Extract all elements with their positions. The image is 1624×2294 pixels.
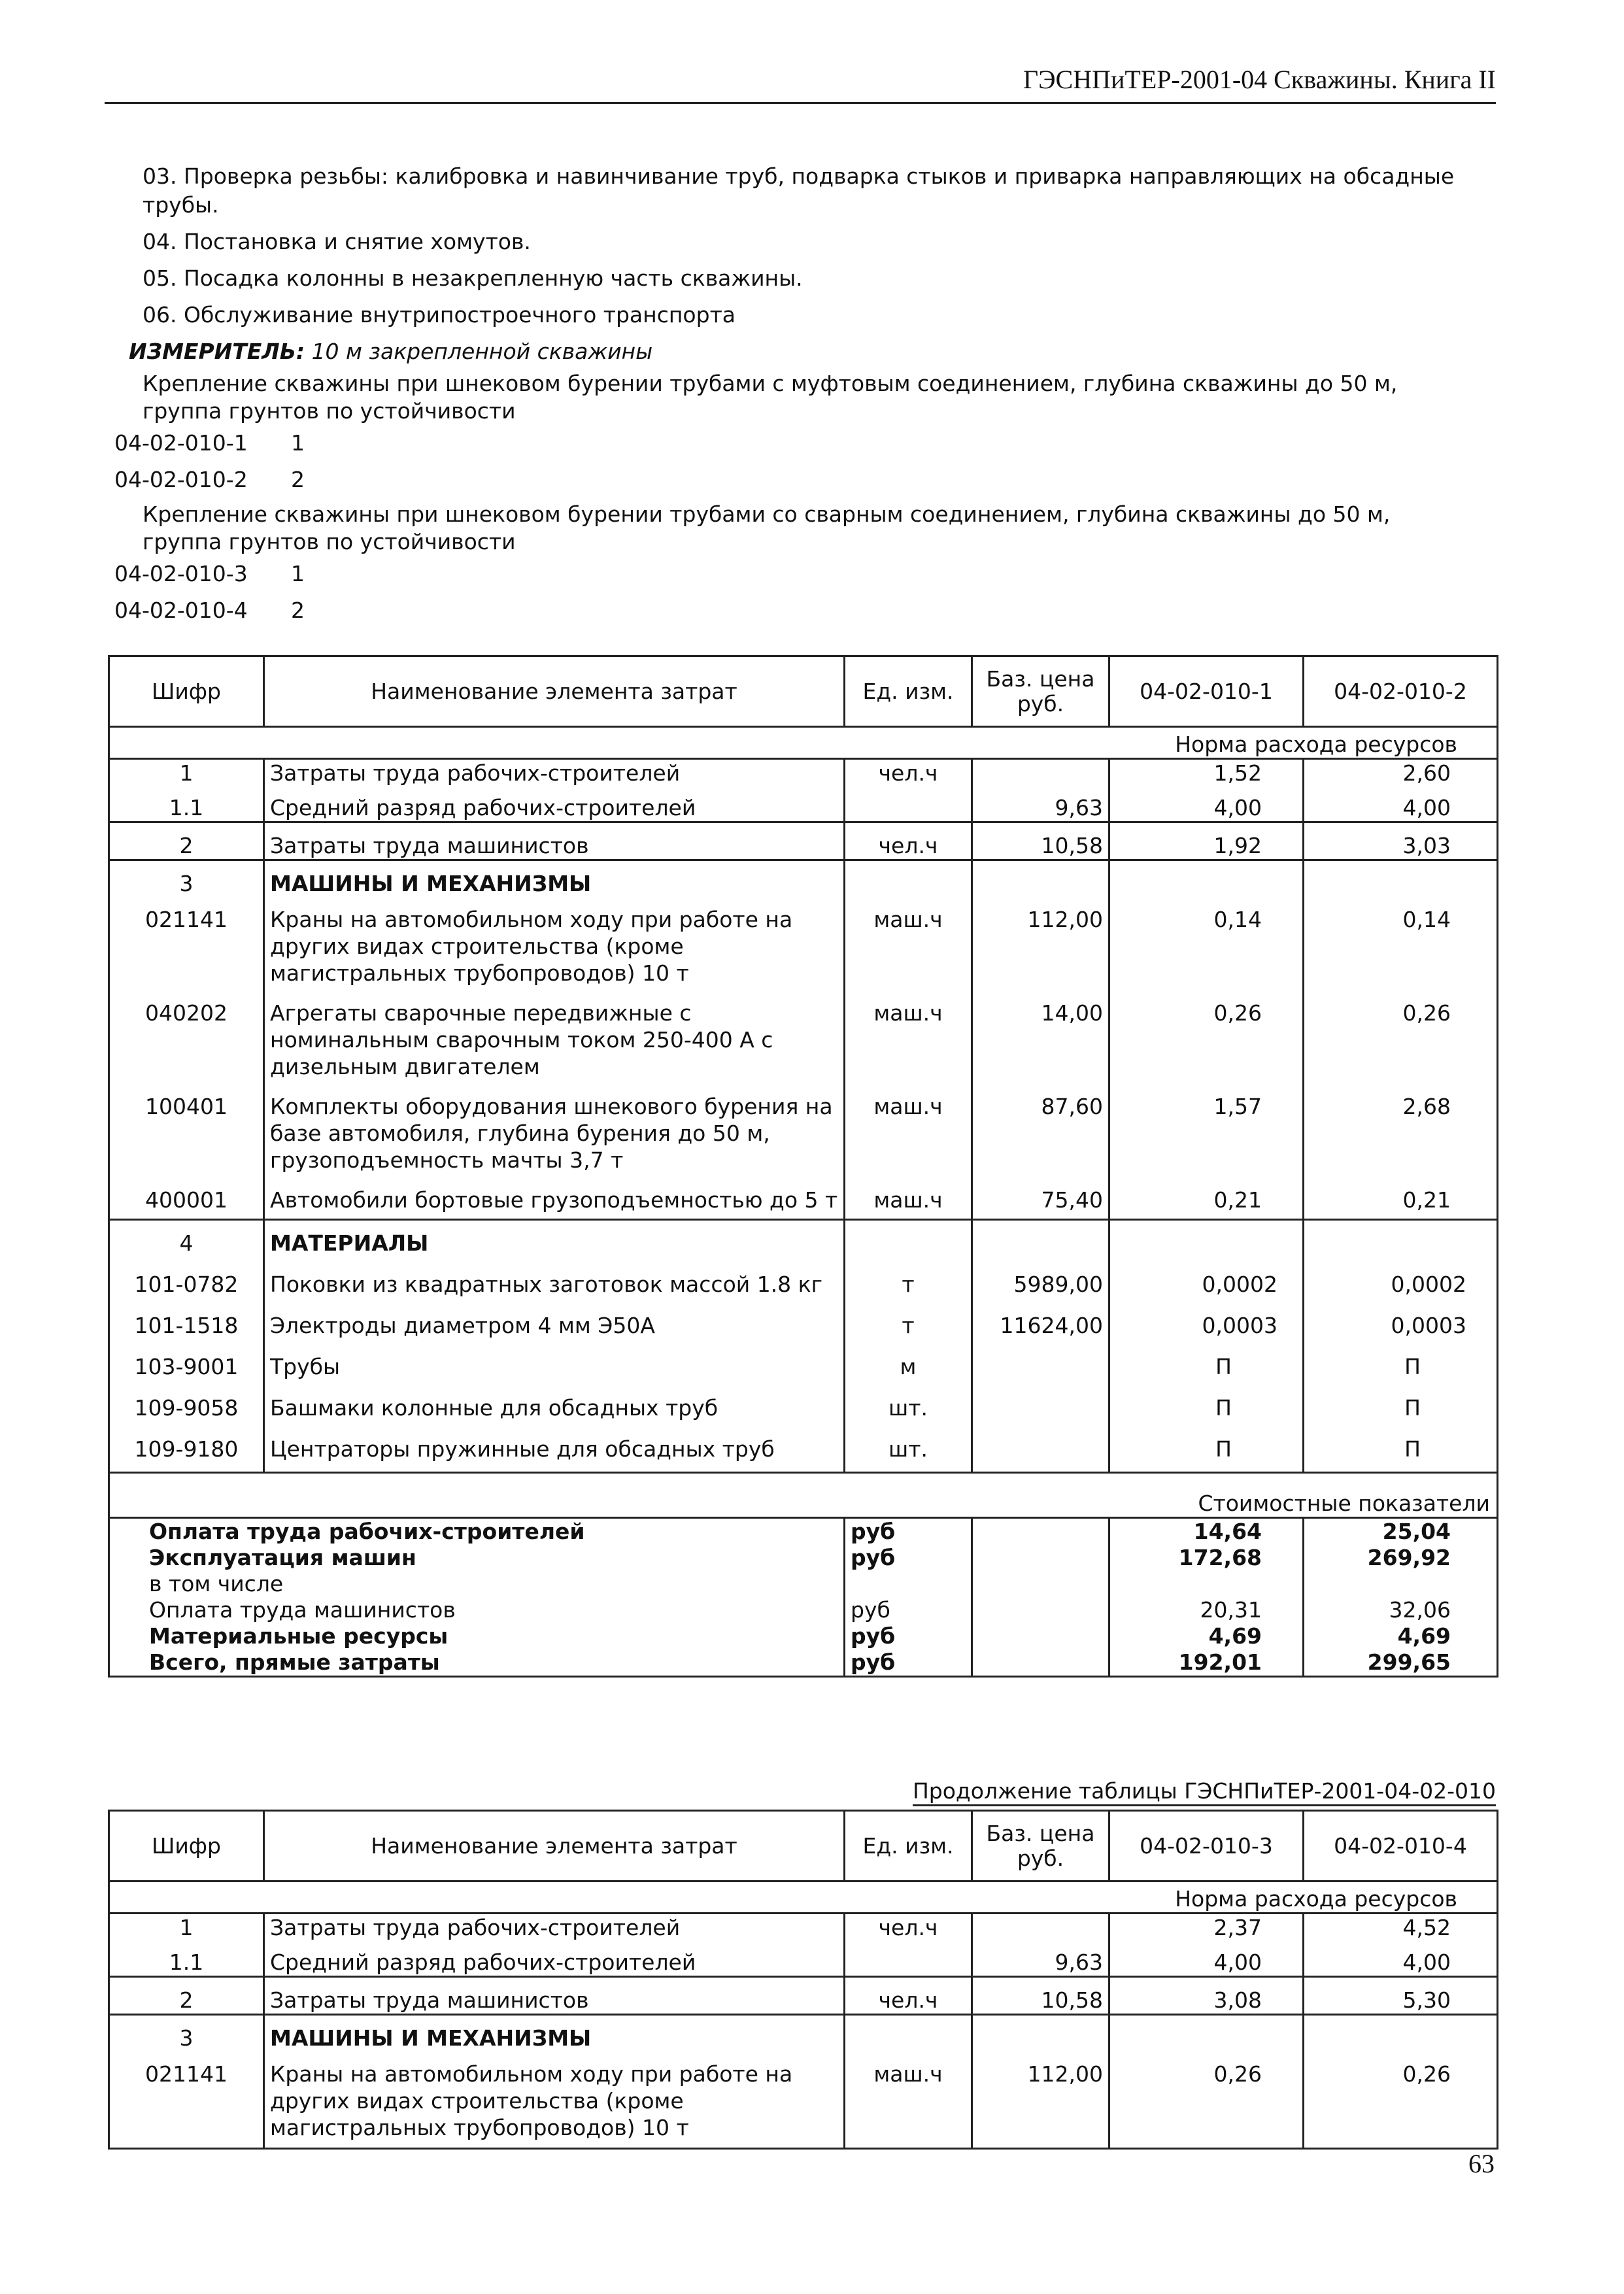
resource-table-1 — [108, 655, 1498, 1678]
row-name: Башмаки колонные для обсадных труб — [264, 1380, 845, 1421]
table-row — [109, 1257, 1498, 1298]
row-code: 3 — [109, 860, 264, 898]
row-code: 3 — [109, 2015, 264, 2052]
row-unit: чел.ч — [845, 1977, 972, 2015]
row-name: Краны на автомобильном ходу при работе на других видах строительства (кроме магистральных трубопроводов) 10 т — [264, 2051, 845, 2149]
measure-value: 10 м закрепленной скважины — [311, 339, 653, 364]
row-name: Центраторы пружинные для обсадных труб — [264, 1421, 845, 1473]
section-title: МАТЕРИАЛЫ — [264, 1220, 845, 1257]
cost-row — [109, 1649, 1498, 1677]
norm-caption: Норма расхода ресурсов — [109, 1881, 1498, 1914]
row-price: 9,63 — [972, 786, 1109, 822]
row-value-2: 4,00 — [1304, 1941, 1498, 1977]
row-value-2: 0,0002 — [1304, 1257, 1498, 1298]
group-level: 1 — [291, 430, 305, 456]
cost-unit: руб — [845, 1518, 972, 1545]
row-value-1: П — [1109, 1421, 1304, 1473]
row-value-2: 0,21 — [1304, 1173, 1498, 1220]
row-value-1: 1,52 — [1109, 759, 1304, 787]
work-item-06: 06. Обслуживание внутрипостроечного транспорта — [143, 302, 736, 328]
row-unit: чел.ч — [878, 1915, 938, 1940]
table-row — [109, 1380, 1498, 1421]
group-code: 04-02-010-3 — [114, 561, 248, 586]
header-price: Баз. цена руб. — [972, 1811, 1109, 1881]
header-unit: Ед. изм. — [845, 1811, 972, 1881]
row-value-1: 1,92 — [1109, 822, 1304, 860]
row-price — [972, 759, 1109, 787]
row-value-2: 0,0003 — [1304, 1298, 1498, 1339]
row-name: Агрегаты сварочные передвижные с номинальным сварочным током 250-400 А с дизельным двигателем — [264, 987, 845, 1080]
table-header-row — [109, 656, 1498, 727]
table-row — [109, 897, 1498, 987]
cost-label: Оплата труда рабочих-строителей — [149, 1519, 585, 1544]
norm-caption: Норма расхода ресурсов — [109, 727, 1498, 759]
row-value-2: 0,14 — [1304, 897, 1498, 987]
row-price: 9,63 — [972, 1941, 1109, 1977]
row-price: 87,60 — [972, 1080, 1109, 1173]
cost-caption: Стоимостные показатели — [109, 1473, 1498, 1518]
row-name: Комплекты оборудования шнекового бурения на базе автомобиля, глубина бурения до 50 м, грузоподъемность мачты 3,7 т — [264, 1080, 845, 1173]
table-header-row — [109, 1811, 1498, 1881]
row-value-1: 0,21 — [1109, 1173, 1304, 1220]
cost-unit: руб — [845, 1623, 972, 1649]
section-title: МАШИНЫ И МЕХАНИЗМЫ — [264, 860, 845, 898]
row-price — [972, 1421, 1109, 1473]
row-value-1: 0,0002 — [1109, 1257, 1304, 1298]
group-level: 2 — [291, 467, 305, 492]
measure-label: ИЗМЕРИТЕЛЬ: — [129, 339, 305, 364]
row-value-2: П — [1304, 1339, 1498, 1380]
header-code: Шифр — [109, 656, 264, 727]
row-price — [972, 1380, 1109, 1421]
row-unit: чел.ч — [845, 822, 972, 860]
cost-value-1: 14,64 — [1109, 1518, 1304, 1545]
cost-value-2: 269,92 — [1304, 1545, 1498, 1571]
row-unit: т — [902, 1313, 915, 1338]
group-code: 04-02-010-4 — [114, 598, 248, 623]
row-unit: маш.ч — [873, 2061, 943, 2087]
row-code: 1 — [179, 1915, 194, 1940]
row-name: Затраты труда машинистов — [264, 822, 845, 860]
row-name: Электроды диаметром 4 мм Э50А — [264, 1298, 845, 1339]
row-name: Средний разряд рабочих-строителей — [264, 1941, 845, 1977]
header-unit: Ед. изм. — [845, 656, 972, 727]
row-price: 75,40 — [972, 1173, 1109, 1220]
cost-row — [109, 1623, 1498, 1649]
table-row — [109, 1977, 1498, 2015]
row-unit — [845, 786, 972, 822]
cost-value-2: 32,06 — [1304, 1597, 1498, 1623]
row-value-2: 5,30 — [1304, 1977, 1498, 2015]
row-price: 11624,00 — [972, 1298, 1109, 1339]
cost-value-2: 299,65 — [1304, 1649, 1498, 1677]
row-unit: чел.ч — [878, 760, 938, 786]
work-item-04: 04. Постановка и снятие хомутов. — [143, 229, 531, 254]
row-unit: маш.ч — [873, 1187, 943, 1213]
row-code: 2 — [109, 1977, 264, 2015]
row-value-2: 4,52 — [1304, 1914, 1498, 1942]
cost-row — [109, 1597, 1498, 1623]
row-value-1: 0,26 — [1109, 987, 1304, 1080]
row-price: 10,58 — [972, 1977, 1109, 2015]
row-code: 1 — [179, 760, 194, 786]
row-value-2: 0,26 — [1304, 2051, 1498, 2149]
row-value-2: П — [1304, 1380, 1498, 1421]
measure-line — [129, 339, 652, 364]
group-title-2: Крепление скважины при шнековом бурении трубами со сварным соединением, глубина скважины до 50 м, группа грунтов по устойчивости — [143, 501, 1391, 554]
row-price — [972, 1339, 1109, 1380]
row-code: 400001 — [145, 1187, 228, 1213]
table-row — [109, 987, 1498, 1080]
cost-label: Оплата труда машинистов — [149, 1597, 456, 1623]
header-name: Наименование элемента затрат — [264, 656, 845, 727]
cost-row — [109, 1571, 1498, 1597]
cost-unit: руб — [845, 1545, 972, 1571]
section-row — [109, 1220, 1498, 1257]
row-code: 1.1 — [169, 1949, 204, 1975]
cost-value-1: 4,69 — [1109, 1623, 1304, 1649]
row-unit: шт. — [888, 1436, 928, 1462]
page-number: 63 — [1468, 2149, 1495, 2178]
table-row — [109, 1173, 1498, 1220]
row-unit: т — [902, 1272, 915, 1297]
row-name: Краны на автомобильном ходу при работе на других видах строительства (кроме магистральных трубопроводов) 10 т — [264, 897, 845, 987]
group-title-1: Крепление скважины при шнековом бурении трубами с муфтовым соединением, глубина скважины до 50 м, группа грунтов по устойчивости — [143, 371, 1398, 424]
row-value-1: 1,57 — [1109, 1080, 1304, 1173]
row-value-2: 2,68 — [1304, 1080, 1498, 1173]
cost-label: Материальные ресурсы — [149, 1623, 448, 1649]
row-price — [972, 1914, 1109, 1942]
cost-value-2: 4,69 — [1304, 1623, 1498, 1649]
work-item-05: 05. Посадка колонны в незакрепленную часть скважины. — [143, 265, 803, 291]
cost-value-1: 172,68 — [1109, 1545, 1304, 1571]
cost-row — [109, 1545, 1498, 1571]
header-code: Шифр — [109, 1811, 264, 1881]
work-item-03: 03. Проверка резьбы: калибровка и навинчивание труб, подварка стыков и приварка направляющих на обсадные трубы. — [143, 163, 1455, 218]
table-row — [109, 2051, 1498, 2149]
group-code: 04-02-010-2 — [114, 467, 248, 492]
row-value-2: 3,03 — [1304, 822, 1498, 860]
table-row — [109, 1941, 1498, 1977]
row-name: Поковки из квадратных заготовок массой 1.8 кг — [264, 1257, 845, 1298]
cost-unit: руб — [845, 1597, 972, 1623]
table-row — [109, 1339, 1498, 1380]
row-unit: маш.ч — [873, 1094, 943, 1119]
row-code: 103-9001 — [134, 1354, 239, 1379]
row-code: 021141 — [145, 907, 228, 932]
row-name: Затраты труда рабочих-строителей — [264, 1914, 845, 1942]
row-price: 10,58 — [972, 822, 1109, 860]
cost-value-1: 192,01 — [1109, 1649, 1304, 1677]
row-code: 021141 — [145, 2061, 228, 2087]
row-value-2: 0,26 — [1304, 987, 1498, 1080]
row-unit: м — [900, 1354, 917, 1379]
section-row — [109, 2015, 1498, 2052]
header-col1: 04-02-010-1 — [1109, 656, 1304, 727]
row-code: 100401 — [145, 1094, 228, 1119]
row-unit: маш.ч — [873, 1000, 943, 1026]
header-price: Баз. цена руб. — [972, 656, 1109, 727]
row-value-1: 4,00 — [1109, 786, 1304, 822]
header-title: ГЭСНПиТЕР-2001-04 Скважины. Книга II — [1023, 65, 1496, 94]
row-value-1: 2,37 — [1109, 1914, 1304, 1942]
row-price: 5989,00 — [972, 1257, 1109, 1298]
header-col2: 04-02-010-2 — [1304, 656, 1498, 727]
table-row — [109, 1421, 1498, 1473]
row-name: Автомобили бортовые грузоподъемностью до 5 т — [264, 1173, 845, 1220]
row-code: 109-9058 — [134, 1395, 239, 1421]
cost-label: Эксплуатация машин — [149, 1545, 416, 1570]
row-unit: маш.ч — [873, 907, 943, 932]
header-col2: 04-02-010-4 — [1304, 1811, 1498, 1881]
row-value-2: 2,60 — [1304, 759, 1498, 787]
section-title: МАШИНЫ И МЕХАНИЗМЫ — [264, 2015, 845, 2052]
continuation-caption: Продолжение таблицы ГЭСНПиТЕР-2001-04-02-010 — [913, 1778, 1496, 1806]
row-price: 112,00 — [972, 897, 1109, 987]
row-value-1: П — [1109, 1339, 1304, 1380]
row-unit — [845, 1941, 972, 1977]
cost-label: Всего, прямые затраты — [149, 1649, 440, 1675]
table-row — [109, 786, 1498, 822]
row-value-1: 4,00 — [1109, 1941, 1304, 1977]
group-code: 04-02-010-1 — [114, 430, 248, 456]
row-code: 109-9180 — [134, 1436, 239, 1462]
group-level: 2 — [291, 598, 305, 623]
cost-value-2: 25,04 — [1304, 1518, 1498, 1545]
row-value-2: 4,00 — [1304, 786, 1498, 822]
row-value-1: 0,14 — [1109, 897, 1304, 987]
row-price: 112,00 — [972, 2051, 1109, 2149]
row-unit: шт. — [888, 1395, 928, 1421]
row-value-2: П — [1304, 1421, 1498, 1473]
row-code: 101-0782 — [134, 1272, 239, 1297]
cost-label: в том числе — [149, 1571, 284, 1596]
header-name: Наименование элемента затрат — [264, 1811, 845, 1881]
table-row — [109, 759, 1498, 787]
row-name: Средний разряд рабочих-строителей — [264, 786, 845, 822]
cost-row — [109, 1518, 1498, 1545]
row-name: Трубы — [264, 1339, 845, 1380]
row-value-1: П — [1109, 1380, 1304, 1421]
cost-value-1: 20,31 — [1109, 1597, 1304, 1623]
page-header — [105, 60, 1496, 104]
row-code: 1.1 — [169, 795, 204, 820]
cost-unit: руб — [845, 1649, 972, 1677]
row-code: 4 — [109, 1220, 264, 1257]
row-name: Затраты труда машинистов — [264, 1977, 845, 2015]
row-price: 14,00 — [972, 987, 1109, 1080]
table-row — [109, 1914, 1498, 1942]
table-row — [109, 1080, 1498, 1173]
row-value-1: 3,08 — [1109, 1977, 1304, 2015]
group-level: 1 — [291, 561, 305, 586]
row-name: Затраты труда рабочих-строителей — [264, 759, 845, 787]
row-code: 040202 — [145, 1000, 228, 1026]
row-code: 2 — [109, 822, 264, 860]
row-code: 101-1518 — [134, 1313, 239, 1338]
table-row — [109, 1298, 1498, 1339]
resource-table-2 — [108, 1810, 1498, 2150]
table-row — [109, 822, 1498, 860]
header-col1: 04-02-010-3 — [1109, 1811, 1304, 1881]
section-row — [109, 860, 1498, 898]
row-value-1: 0,26 — [1109, 2051, 1304, 2149]
row-value-1: 0,0003 — [1109, 1298, 1304, 1339]
